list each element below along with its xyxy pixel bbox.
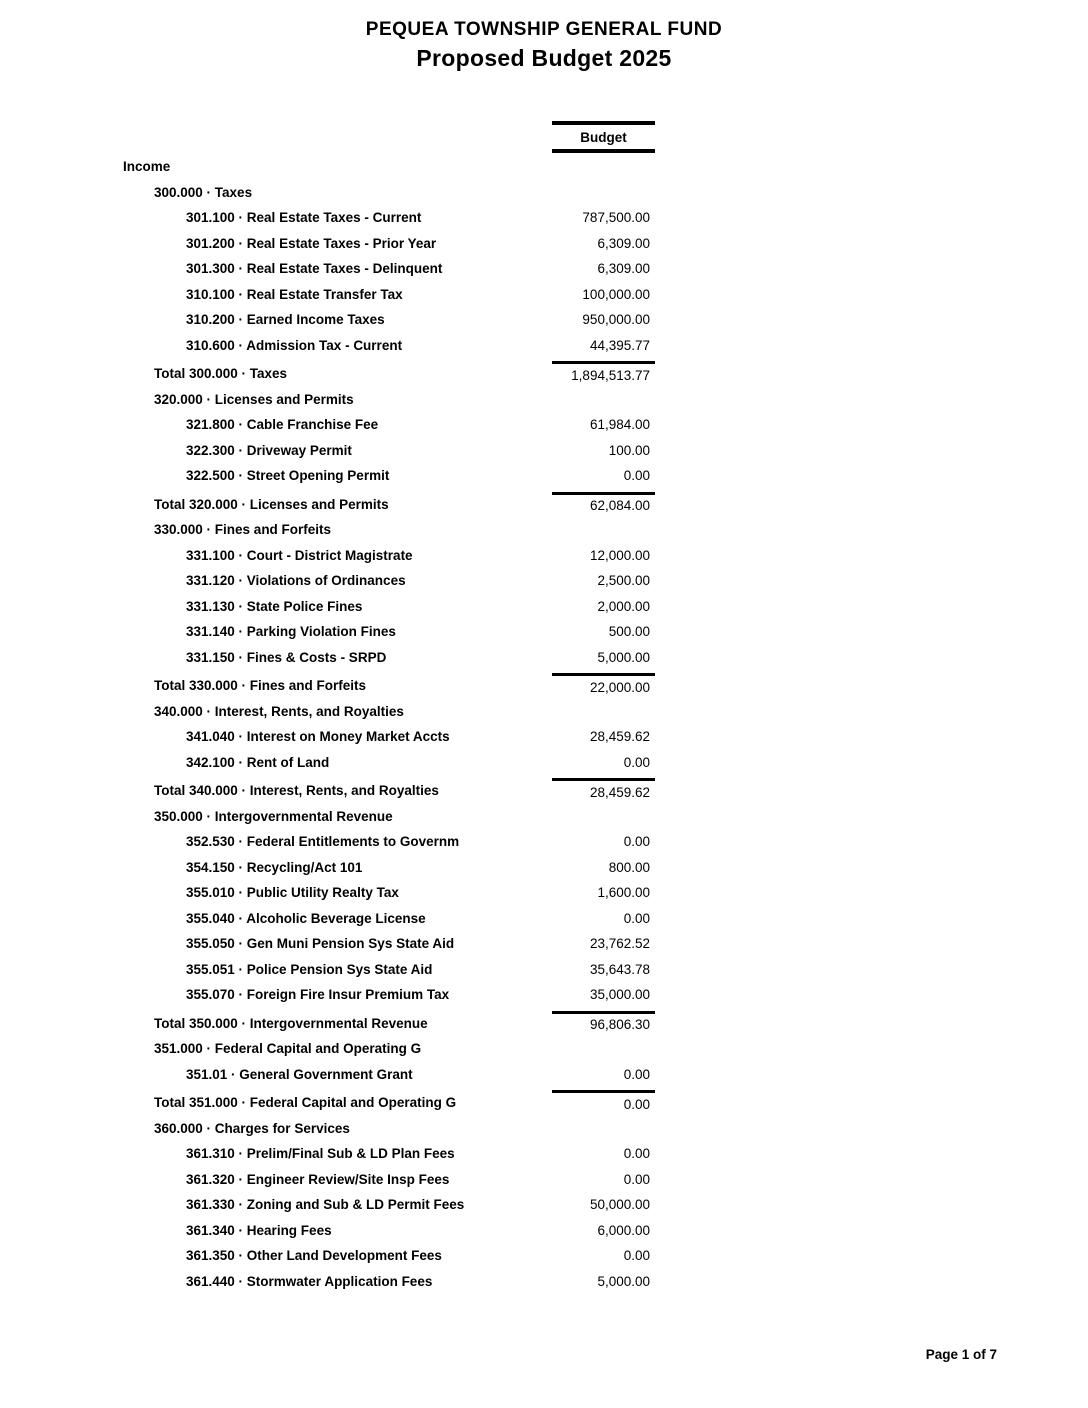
account-label: 361.330 · Zoning and Sub & LD Permit Fees: [186, 1197, 465, 1213]
account-label: Total 351.000 · Federal Capital and Operating G: [154, 1095, 457, 1111]
account-row: [0, 880, 1088, 906]
amount-value: 100,000.00: [582, 286, 650, 302]
account-row: [0, 282, 1088, 308]
account-label: 361.440 · Stormwater Application Fees: [186, 1273, 433, 1289]
account-row: [0, 412, 1088, 438]
account-row: [0, 1243, 1088, 1269]
amount-value: 100.00: [608, 442, 650, 458]
account-label: 352.530 · Federal Entitlements to Governm: [186, 834, 460, 850]
report-title: PEQUEA TOWNSHIP GENERAL FUND: [365, 19, 723, 40]
account-row: [0, 724, 1088, 750]
account-row: [0, 568, 1088, 594]
amount-value: 500.00: [608, 624, 650, 640]
account-label: 355.050 · Gen Muni Pension Sys State Aid: [186, 936, 455, 952]
amount-value: 0.00: [552, 1090, 655, 1116]
amount-value: 50,000.00: [589, 1197, 650, 1213]
account-row: [0, 829, 1088, 855]
account-label: Total 300.000 · Taxes: [154, 366, 288, 382]
account-row: [0, 645, 1088, 671]
account-row: [0, 931, 1088, 957]
amount-value: 0.00: [623, 1171, 650, 1187]
account-label: 331.100 · Court - District Magistrate: [186, 547, 413, 563]
amount-value: [552, 699, 655, 725]
amount-value: [552, 1036, 655, 1062]
amount-value: 2,000.00: [597, 598, 650, 614]
amount-value: 0.00: [623, 834, 650, 850]
account-label: 361.340 · Hearing Fees: [186, 1222, 332, 1238]
account-label: 351.000 · Federal Capital and Operating G: [154, 1041, 422, 1057]
account-label: 355.010 · Public Utility Realty Tax: [186, 885, 399, 901]
account-label: 340.000 · Interest, Rents, and Royalties: [154, 703, 404, 719]
budget-column-header-label: Budget: [580, 129, 627, 145]
section-header-row: [0, 804, 1088, 830]
amount-value: 0.00: [623, 754, 650, 770]
account-label: 321.800 · Cable Franchise Fee: [186, 417, 379, 433]
account-label: 301.100 · Real Estate Taxes - Current: [186, 210, 422, 226]
amount-value: 28,459.62: [589, 729, 650, 745]
account-label: 301.300 · Real Estate Taxes - Delinquent: [186, 261, 443, 277]
account-row: [0, 256, 1088, 282]
total-row: [0, 361, 1088, 387]
account-label: Total 340.000 · Interest, Rents, and Royalties: [154, 783, 439, 799]
account-label: 322.500 · Street Opening Permit: [186, 468, 390, 484]
total-row: [0, 778, 1088, 804]
amount-value: 61,984.00: [589, 417, 650, 433]
account-row: [0, 1269, 1088, 1295]
section-header-row: [0, 517, 1088, 543]
account-row: [0, 231, 1088, 257]
section-header-row: [0, 180, 1088, 206]
section-header-row: [0, 1036, 1088, 1062]
account-label: 330.000 · Fines and Forfeits: [154, 522, 332, 538]
account-label: 355.070 · Foreign Fire Insur Premium Tax: [186, 987, 450, 1003]
report-table: [0, 154, 1088, 1294]
amount-value: [552, 517, 655, 543]
account-label: 354.150 · Recycling/Act 101: [186, 859, 363, 875]
amount-value: 800.00: [608, 859, 650, 875]
account-label: 310.200 · Earned Income Taxes: [186, 312, 385, 328]
amount-value: 12,000.00: [589, 547, 650, 563]
account-row: [0, 1218, 1088, 1244]
account-label: Income: [123, 159, 171, 175]
account-label: 331.150 · Fines & Costs - SRPD: [186, 649, 387, 665]
account-row: [0, 957, 1088, 983]
account-label: 310.100 · Real Estate Transfer Tax: [186, 286, 403, 302]
amount-value: [552, 154, 655, 180]
account-label: Total 320.000 · Licenses and Permits: [154, 496, 389, 512]
amount-value: 787,500.00: [582, 210, 650, 226]
account-label: 300.000 · Taxes: [154, 184, 253, 200]
account-label: 360.000 · Charges for Services: [154, 1120, 350, 1136]
account-row: [0, 594, 1088, 620]
account-label: 355.040 · Alcoholic Beverage License: [186, 910, 426, 926]
total-row: [0, 673, 1088, 699]
account-row: [0, 1192, 1088, 1218]
report-subtitle: Proposed Budget 2025: [416, 45, 672, 71]
amount-value: 5,000.00: [597, 1273, 650, 1289]
account-row: [0, 543, 1088, 569]
total-row: [0, 492, 1088, 518]
amount-value: 6,309.00: [597, 261, 650, 277]
page-number: Page 1 of 7: [925, 1347, 997, 1362]
amount-value: 23,762.52: [589, 936, 650, 952]
total-row: [0, 1011, 1088, 1037]
budget-column-header: [552, 121, 655, 153]
amount-value: 44,395.77: [589, 337, 650, 353]
account-label: 350.000 · Intergovernmental Revenue: [154, 808, 393, 824]
account-row: [0, 1167, 1088, 1193]
account-label: 322.300 · Driveway Permit: [186, 442, 352, 458]
amount-value: 1,894,513.77: [552, 361, 655, 387]
account-label: 361.320 · Engineer Review/Site Insp Fees: [186, 1171, 450, 1187]
amount-value: 28,459.62: [552, 778, 655, 804]
amount-value: 62,084.00: [552, 492, 655, 518]
amount-value: 6,309.00: [597, 235, 650, 251]
account-label: 331.140 · Parking Violation Fines: [186, 624, 396, 640]
amount-value: 22,000.00: [552, 673, 655, 699]
total-row: [0, 1090, 1088, 1116]
account-row: [0, 463, 1088, 489]
account-label: 342.100 · Rent of Land: [186, 754, 330, 770]
account-label: 310.600 · Admission Tax - Current: [186, 337, 403, 353]
account-row: [0, 619, 1088, 645]
account-label: 351.01 · General Government Grant: [186, 1066, 413, 1082]
amount-value: 96,806.30: [552, 1011, 655, 1037]
account-label: 355.051 · Police Pension Sys State Aid: [186, 961, 433, 977]
section-header-row: [0, 387, 1088, 413]
amount-value: 0.00: [623, 1066, 650, 1082]
account-row: [0, 307, 1088, 333]
amount-value: 5,000.00: [597, 649, 650, 665]
account-row: [0, 1062, 1088, 1088]
section-header-row: [0, 1116, 1088, 1142]
account-row: [0, 1141, 1088, 1167]
account-label: Total 330.000 · Fines and Forfeits: [154, 678, 367, 694]
amount-value: [552, 387, 655, 413]
account-row: [0, 438, 1088, 464]
account-row: [0, 855, 1088, 881]
amount-value: 35,643.78: [589, 961, 650, 977]
amount-value: 1,600.00: [597, 885, 650, 901]
account-row: [0, 982, 1088, 1008]
amount-value: 0.00: [623, 1248, 650, 1264]
account-row: [0, 333, 1088, 359]
amount-value: 6,000.00: [597, 1222, 650, 1238]
amount-value: 0.00: [623, 468, 650, 484]
account-label: Total 350.000 · Intergovernmental Revenue: [154, 1015, 428, 1031]
account-row: [0, 205, 1088, 231]
account-label: 341.040 · Interest on Money Market Accts: [186, 729, 450, 745]
account-label: 361.350 · Other Land Development Fees: [186, 1248, 442, 1264]
account-label: 331.120 · Violations of Ordinances: [186, 573, 406, 589]
amount-value: 0.00: [623, 1146, 650, 1162]
amount-value: 950,000.00: [582, 312, 650, 328]
amount-value: [552, 804, 655, 830]
section-header-row: [0, 154, 1088, 180]
account-row: [0, 750, 1088, 776]
account-label: 331.130 · State Police Fines: [186, 598, 363, 614]
account-row: [0, 906, 1088, 932]
amount-value: [552, 1116, 655, 1142]
amount-value: 0.00: [623, 910, 650, 926]
account-label: 361.310 · Prelim/Final Sub & LD Plan Fees: [186, 1146, 455, 1162]
amount-value: 2,500.00: [597, 573, 650, 589]
account-label: 320.000 · Licenses and Permits: [154, 391, 354, 407]
amount-value: [552, 180, 655, 206]
amount-value: 35,000.00: [589, 987, 650, 1003]
section-header-row: [0, 699, 1088, 725]
account-label: 301.200 · Real Estate Taxes - Prior Year: [186, 235, 437, 251]
